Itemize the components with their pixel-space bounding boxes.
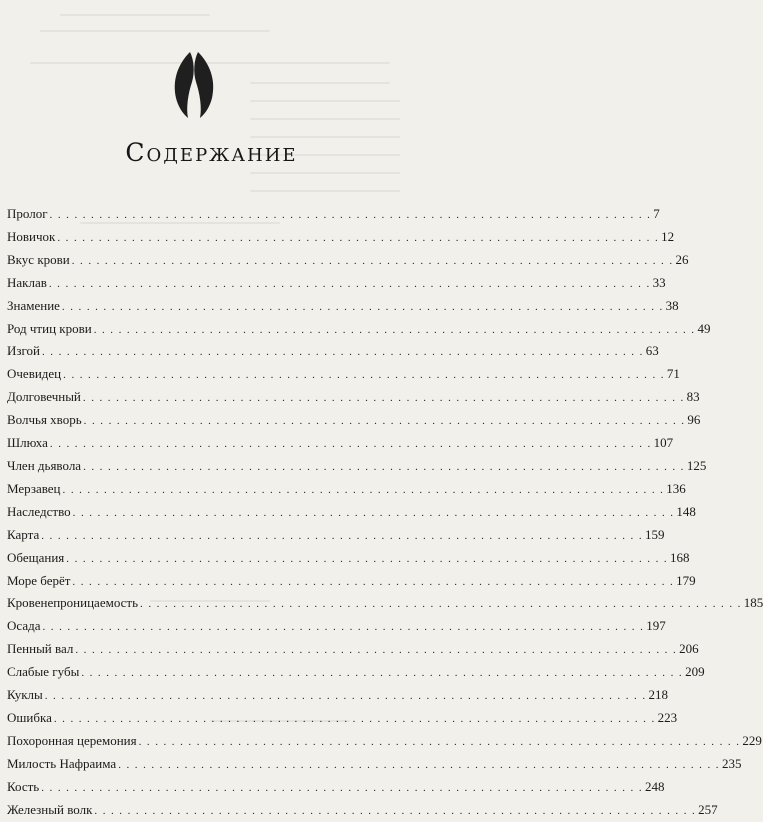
chapter-title: Мерзавец [7,480,61,496]
chapter-title: Член дьявола [7,457,82,473]
toc-entry [7,478,686,501]
page-number: 248 [644,778,665,794]
toc-entry [7,340,659,363]
chapter-title: Волчья хворь [7,412,82,428]
dot-leader [49,273,651,296]
toc-entry [7,638,699,661]
chapter-title: Вкус крови [7,251,70,267]
toc-entry [7,753,742,776]
chapter-title: Кровенепроницаемость [7,595,139,611]
dot-leader [41,777,643,800]
chapter-title: Железный волк [7,801,93,817]
page-number: 218 [648,687,668,703]
page-number: 136 [666,480,686,496]
toc-entry [7,272,666,295]
chapter-title: Долговечный [7,389,81,405]
page-number: 206 [679,641,699,657]
page-number: 223 [657,709,678,725]
chapter-title: Пенный вал [7,641,74,657]
toc-entry [7,363,680,386]
page-number: 229 [742,732,762,748]
dot-leader [139,731,741,754]
toc-entry [7,524,665,547]
toc-entry [7,432,674,455]
dot-leader [72,571,674,594]
page-number: 235 [721,755,742,771]
page-number: 197 [646,618,666,634]
dot-leader [42,341,644,364]
toc-entry [7,295,679,318]
page-number: 33 [652,274,666,290]
toc-entry [7,501,696,524]
chapter-title: Ошибка [7,709,52,725]
page-number: 159 [644,526,665,542]
page-number: 125 [686,457,707,473]
page-number: 26 [675,251,689,267]
page-number: 209 [685,664,705,680]
page-number: 96 [687,412,701,428]
dot-leader [42,616,644,639]
chapter-title: Пролог [7,206,48,221]
dot-leader [118,754,720,777]
chapter-title: Очевидец [7,366,62,382]
page-number: 49 [697,320,711,336]
toc-entry [7,318,711,341]
toc-entry [7,776,665,799]
chapter-title: Изгой [7,343,40,359]
toc-entry [7,386,700,409]
page-number: 257 [698,801,718,817]
dot-leader [94,800,696,822]
dot-leader [54,708,656,731]
page-number: 12 [661,228,675,244]
dot-leader [63,479,665,502]
toc-entry [7,799,718,822]
toc-entry [7,592,763,615]
dot-leader [140,593,742,616]
dot-leader [81,662,683,685]
dot-leader [72,250,674,273]
dot-leader [50,204,652,227]
page-number: 148 [676,503,696,519]
dot-leader [50,433,652,456]
chapter-title: Шлюха [7,435,48,451]
chapter-title: Слабые губы [7,664,80,680]
page-number: 7 [653,206,660,221]
chapter-title: Наклав [7,274,47,290]
dot-leader [75,639,677,662]
chapter-title: Род чтиц крови [7,320,92,336]
toc-entry [7,547,690,570]
toc-entry [7,707,678,730]
table-of-contents [7,203,763,821]
dot-leader [73,502,675,525]
page-number: 107 [653,435,674,451]
dot-leader [57,227,659,250]
dot-leader [63,364,665,387]
toc-entry [7,249,689,272]
toc-entry [7,203,660,226]
toc-entry [7,455,707,478]
chapter-title: Осада [7,618,41,634]
toc-entry [7,661,705,684]
chapter-title: Куклы [7,687,43,703]
chapter-title: Обещания [7,549,65,565]
toc-entry [7,730,762,753]
page-number: 179 [676,572,696,588]
dot-leader [83,456,685,479]
chapter-title: Море берёт [7,572,71,588]
chapter-title: Наследство [7,503,71,519]
dot-leader [41,525,643,548]
twin-feathers-icon [168,50,220,120]
toc-entry [7,570,696,593]
chapter-title: Карта [7,526,40,542]
chapter-title: Милость Нафраима [7,755,117,771]
toc-entry [7,226,675,249]
page-title: Содержание [125,138,298,167]
chapter-title: Кость [7,778,40,794]
dot-leader [84,410,686,433]
page-number: 38 [665,297,679,313]
page-number: 83 [686,389,700,405]
chapter-title: Похоронная церемония [7,732,137,748]
page-number: 63 [645,343,659,359]
toc-entry [7,684,668,707]
toc-entry [7,409,701,432]
chapter-title: Знамение [7,297,60,313]
dot-leader [62,296,664,319]
dot-leader [94,319,696,342]
dot-leader [45,685,647,708]
page-number: 168 [670,549,690,565]
toc-entry [7,615,666,638]
page-number: 71 [666,366,680,382]
page-number: 185 [743,595,763,611]
chapter-title: Новичок [7,228,56,244]
dot-leader [83,387,685,410]
dot-leader [66,548,668,571]
